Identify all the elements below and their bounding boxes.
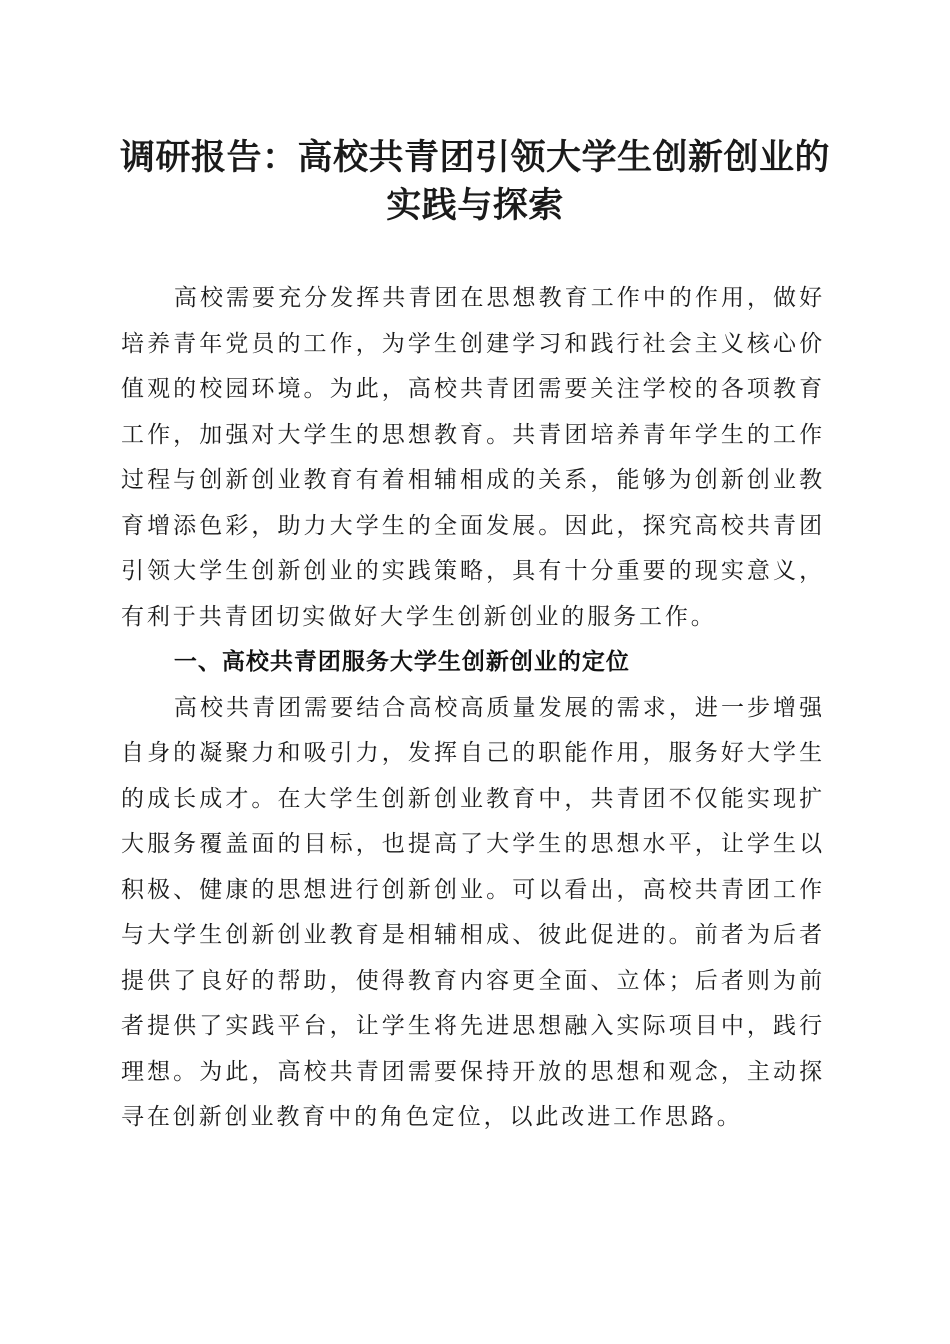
intro-paragraph: 高校需要充分发挥共青团在思想教育工作中的作用，做好培养青年党员的工作，为学生创建学习和践行社会主义核心价值观的校园环境。为此，高校共青团需要关注学校的各项教育工作，加强对大学生的思想教育。共青团培养青年学生的工作过程与创新创业教育有着相辅相成的关系，能够为创新创业教育增添色彩，助力大学生的全面发展。因此，探究高校共青团引领大学生创新创业的实践策略，具有十分重要的现实意义，有利于共青团切实做好大学生创新创业的服务工作。 (121, 285, 825, 630)
title-line-2: 实践与探索 (386, 185, 564, 226)
document-title (100, 134, 850, 230)
section-1-paragraph: 高校共青团需要结合高校高质量发展的需求，进一步增强自身的凝聚力和吸引力，发挥自己的职能作用，服务好大学生的成长成才。在大学生创新创业教育中，共青团不仅能实现扩大服务覆盖面的目标，也提高了大学生的思想水平，让学生以积极、健康的思想进行创新创业。可以看出，高校共青团工作与大学生创新创业教育是相辅相成、彼此促进的。前者为后者提供了良好的帮助，使得教育内容更全面、立体；后者则为前者提供了实践平台，让学生将先进思想融入实际项目中，践行理想。为此，高校共青团需要保持开放的思想和观念，主动探寻在创新创业教育中的角色定位，以此改进工作思路。 (121, 694, 825, 1130)
section-heading-1: 一、高校共青团服务大学生创新创业的定位 (173, 649, 630, 675)
document-body (121, 276, 825, 1141)
title-line-1: 调研报告：高校共青团引领大学生创新创业的 (119, 137, 830, 178)
